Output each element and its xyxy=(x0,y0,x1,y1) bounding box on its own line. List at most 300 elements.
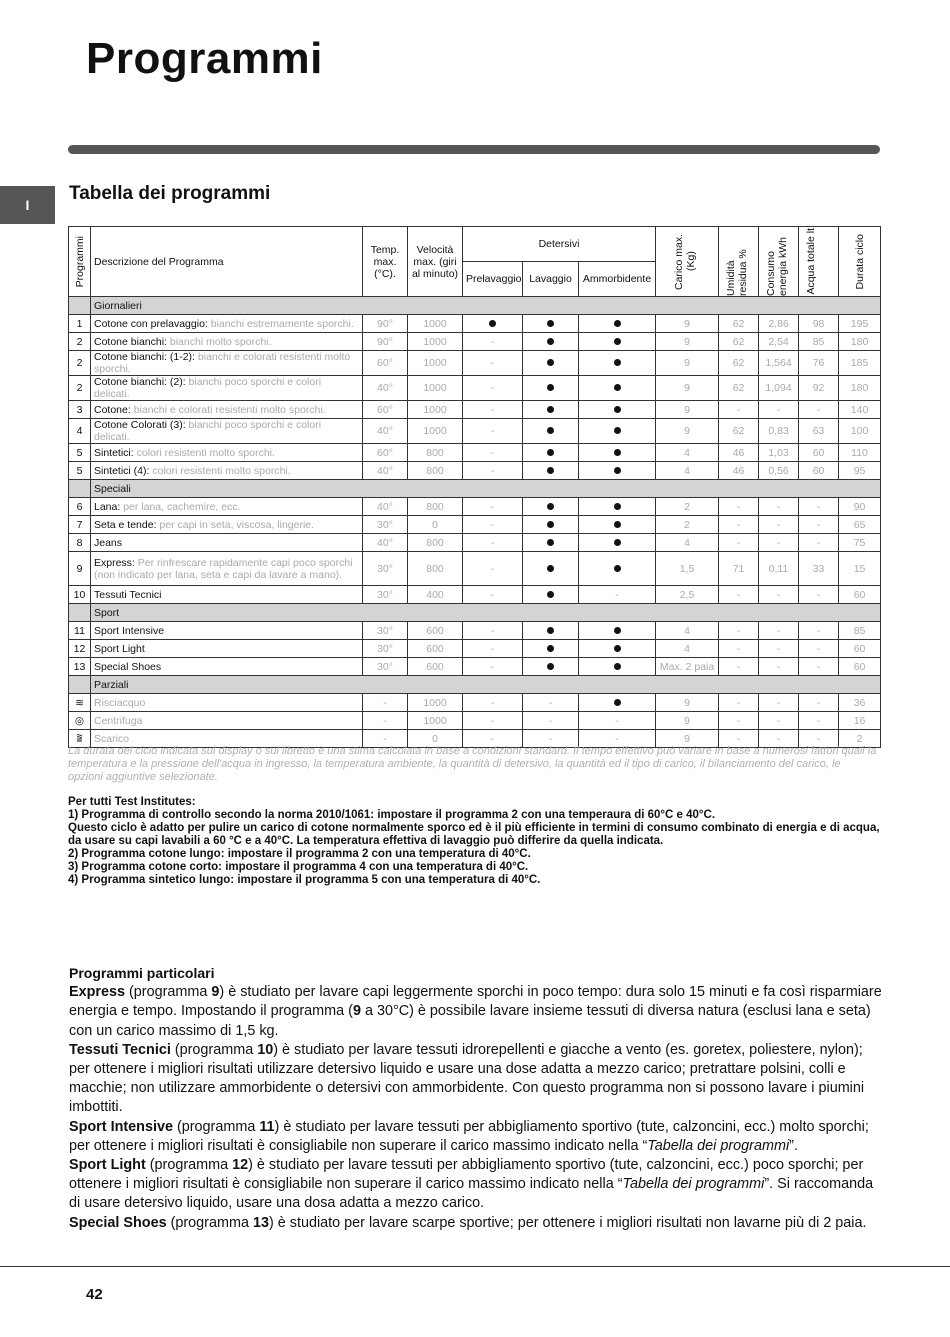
prewash-cell: - xyxy=(463,333,523,351)
wash-dot-icon xyxy=(547,645,554,652)
wash-dot-icon xyxy=(547,521,554,528)
residual-humidity: - xyxy=(719,516,759,534)
wash-cell xyxy=(523,315,579,333)
energy-consumption: 0,56 xyxy=(759,462,799,480)
spin-speed: 0 xyxy=(408,730,463,748)
max-load: 9 xyxy=(656,376,719,401)
max-load: 9 xyxy=(656,315,719,333)
total-water: 63 xyxy=(799,419,839,444)
text-segment: 13 xyxy=(252,1214,269,1231)
energy-consumption: 1,564 xyxy=(759,351,799,376)
language-tab: I xyxy=(0,186,55,224)
max-load: 2,5 xyxy=(656,586,719,604)
table-row xyxy=(69,552,881,586)
cycle-duration: 75 xyxy=(839,534,881,552)
max-load: 9 xyxy=(656,419,719,444)
residual-humidity: - xyxy=(719,534,759,552)
residual-humidity: 71 xyxy=(719,552,759,586)
cycle-duration: 140 xyxy=(839,401,881,419)
softener-cell xyxy=(579,376,656,401)
program-number: 2 xyxy=(69,333,91,351)
total-water: 33 xyxy=(799,552,839,586)
cycle-duration: 60 xyxy=(839,586,881,604)
program-number: 5 xyxy=(69,444,91,462)
spin-speed: 800 xyxy=(408,534,463,552)
energy-consumption: - xyxy=(759,516,799,534)
program-description xyxy=(91,444,363,462)
temp-max: 40° xyxy=(363,419,408,444)
table-row xyxy=(69,498,881,516)
program-number: 9 xyxy=(69,552,91,586)
wash-cell xyxy=(523,376,579,401)
text-segment: (programma xyxy=(125,984,212,1001)
text-segment: (programma xyxy=(172,1118,260,1135)
program-detail: bianchi e colorati resistenti molto sporchi. xyxy=(94,351,351,375)
cycle-duration: 60 xyxy=(839,658,881,676)
page-number: 42 xyxy=(86,1286,103,1303)
residual-humidity: 62 xyxy=(719,351,759,376)
spin-speed: 600 xyxy=(408,658,463,676)
temp-max: 30° xyxy=(363,640,408,658)
energy-consumption: 0,11 xyxy=(759,552,799,586)
program-name: Cotone Colorati (3): xyxy=(94,419,186,431)
program-detail: bianchi poco sporchi e colori delicati. xyxy=(94,376,322,400)
program-number: 11 xyxy=(69,622,91,640)
prewash-dot-icon xyxy=(489,320,496,327)
group-label: Giornalieri xyxy=(91,297,881,315)
residual-humidity: 62 xyxy=(719,315,759,333)
residual-humidity: - xyxy=(719,640,759,658)
program-name: Cotone: xyxy=(94,403,131,416)
wash-dot-icon xyxy=(547,406,554,413)
softener-cell xyxy=(579,622,656,640)
softener-cell xyxy=(579,351,656,376)
total-water: 60 xyxy=(799,444,839,462)
softener-dot-icon xyxy=(614,467,621,474)
residual-humidity: - xyxy=(719,694,759,712)
header-programmi: Programmi xyxy=(69,227,91,297)
total-water: - xyxy=(799,694,839,712)
cycle-duration: 185 xyxy=(839,351,881,376)
table-row xyxy=(69,462,881,480)
wash-cell xyxy=(523,622,579,640)
text-segment: ) è studiato per lavare tessuti per abbigliamento sportivo (tute, calzoncini, ecc.) poco sporchi; per ottenere i migliori risultati è consigliabile non superare il carico massimo indicato nella “ xyxy=(69,1157,864,1193)
total-water: 98 xyxy=(799,315,839,333)
temp-max: 30° xyxy=(363,516,408,534)
cycle-duration: 90 xyxy=(839,498,881,516)
program-description xyxy=(91,586,363,604)
program-number: 10 xyxy=(69,586,91,604)
prewash-cell: - xyxy=(463,419,523,444)
residual-humidity: - xyxy=(719,586,759,604)
energy-consumption: 1,03 xyxy=(759,444,799,462)
program-description xyxy=(91,622,363,640)
softener-dot-icon xyxy=(614,427,621,434)
header-descrizione: Descrizione del Programma xyxy=(91,227,363,297)
program-description xyxy=(91,333,363,351)
prewash-cell: - xyxy=(463,730,523,748)
special-program-paragraph xyxy=(69,1214,884,1233)
text-segment: ) è studiato per lavare tessuti idrorepellenti e giacche a vento (es. goretex, poliestere, nylon); per ottenere i migliori risultati utilizzare detersivo liquido e usare una dose adatta a mezzo carico; pretrattare polsini, colli e macchie; non utilizzare ammorbidente o detersivi con ammorbidente. Con questo programma non si possono lavare i piumini imbottiti. xyxy=(69,1041,865,1116)
program-number: 7 xyxy=(69,516,91,534)
wash-cell xyxy=(523,351,579,376)
program-name: Cotone bianchi: (2): xyxy=(94,376,186,388)
program-detail: bianchi poco sporchi e colori delicati. xyxy=(94,419,322,443)
wash-cell xyxy=(523,586,579,604)
softener-cell xyxy=(579,498,656,516)
header-lavaggio: Lavaggio xyxy=(523,262,579,297)
spin-speed: 800 xyxy=(408,444,463,462)
text-segment: ”. xyxy=(789,1137,798,1154)
table-row xyxy=(69,351,881,376)
max-load: 9 xyxy=(656,730,719,748)
temp-max: 30° xyxy=(363,552,408,586)
temp-max: - xyxy=(363,730,408,748)
program-detail: Centrifuga xyxy=(94,714,143,727)
residual-humidity: - xyxy=(719,622,759,640)
text-segment: 10 xyxy=(257,1041,274,1058)
title-divider xyxy=(68,145,880,154)
program-description xyxy=(91,419,363,444)
prewash-cell: - xyxy=(463,622,523,640)
residual-humidity: 62 xyxy=(719,333,759,351)
max-load: 4 xyxy=(656,462,719,480)
prewash-cell: - xyxy=(463,444,523,462)
cycle-duration: 60 xyxy=(839,640,881,658)
wash-dot-icon xyxy=(547,338,554,345)
total-water: 60 xyxy=(799,462,839,480)
wash-cell: - xyxy=(523,694,579,712)
wash-dot-icon xyxy=(547,320,554,327)
program-description xyxy=(91,640,363,658)
header-detersivi: Detersivi xyxy=(463,227,656,262)
total-water: - xyxy=(799,658,839,676)
softener-dot-icon xyxy=(614,565,621,572)
temp-max: 30° xyxy=(363,658,408,676)
total-water: - xyxy=(799,586,839,604)
program-number: 2 xyxy=(69,351,91,376)
total-water: 76 xyxy=(799,351,839,376)
temp-max: 30° xyxy=(363,622,408,640)
wash-cell xyxy=(523,444,579,462)
temp-max: 40° xyxy=(363,498,408,516)
wash-cell: - xyxy=(523,712,579,730)
prewash-cell: - xyxy=(463,401,523,419)
spin-speed: 1000 xyxy=(408,712,463,730)
program-description xyxy=(91,315,363,333)
program-detail: per capi in seta, viscosa, lingerie. xyxy=(156,518,315,531)
softener-dot-icon xyxy=(614,663,621,670)
spin-speed: 1000 xyxy=(408,351,463,376)
table-row xyxy=(69,376,881,401)
energy-consumption: - xyxy=(759,694,799,712)
wash-cell xyxy=(523,640,579,658)
softener-cell xyxy=(579,333,656,351)
programs-table-body xyxy=(69,297,881,748)
header-umidita: Umidità residua % xyxy=(719,227,759,297)
program-description xyxy=(91,658,363,676)
program-description xyxy=(91,552,363,586)
text-segment: Special Shoes xyxy=(69,1214,167,1231)
residual-humidity: - xyxy=(719,401,759,419)
energy-consumption: - xyxy=(759,586,799,604)
group-spacer xyxy=(69,676,91,694)
softener-cell: - xyxy=(579,586,656,604)
total-water: - xyxy=(799,730,839,748)
prewash-cell: - xyxy=(463,640,523,658)
softener-cell xyxy=(579,516,656,534)
wash-cell xyxy=(523,498,579,516)
energy-consumption: - xyxy=(759,712,799,730)
softener-dot-icon xyxy=(614,384,621,391)
group-label: Sport xyxy=(91,604,881,622)
softener-cell xyxy=(579,694,656,712)
temp-max: 30° xyxy=(363,586,408,604)
program-name: Express: xyxy=(94,556,135,569)
softener-dot-icon xyxy=(614,699,621,706)
header-carico: Carico max. (Kg) xyxy=(656,227,719,297)
program-number: 4 xyxy=(69,419,91,444)
header-acqua: Acqua totale lt xyxy=(799,227,839,297)
text-segment: 12 xyxy=(232,1157,249,1174)
total-water: - xyxy=(799,622,839,640)
program-description xyxy=(91,462,363,480)
softener-cell xyxy=(579,534,656,552)
prewash-cell: - xyxy=(463,712,523,730)
temp-max: - xyxy=(363,712,408,730)
softener-dot-icon xyxy=(614,645,621,652)
max-load: 9 xyxy=(656,712,719,730)
max-load: 9 xyxy=(656,351,719,376)
max-load: 9 xyxy=(656,401,719,419)
energy-consumption: - xyxy=(759,622,799,640)
program-name: Jeans xyxy=(94,536,123,549)
header-temp: Temp. max. (°C). xyxy=(363,227,408,297)
cycle-duration: 180 xyxy=(839,376,881,401)
spin-speed: 1000 xyxy=(408,376,463,401)
residual-humidity: - xyxy=(719,730,759,748)
wash-cell xyxy=(523,516,579,534)
program-number xyxy=(69,694,91,712)
residual-humidity: 46 xyxy=(719,444,759,462)
softener-dot-icon xyxy=(614,539,621,546)
cycle-duration: 180 xyxy=(839,333,881,351)
wash-cell: - xyxy=(523,730,579,748)
group-row xyxy=(69,604,881,622)
softener-cell xyxy=(579,315,656,333)
text-segment: Tabella dei programmi xyxy=(647,1137,790,1154)
spin-speed: 800 xyxy=(408,552,463,586)
energy-consumption: - xyxy=(759,401,799,419)
table-row xyxy=(69,315,881,333)
softener-cell xyxy=(579,640,656,658)
wash-cell xyxy=(523,552,579,586)
text-segment: ) è studiato per lavare capi leggermente sporchi in poco tempo: dura solo 15 minuti e fa così risparmiare energia e tempo. Impostando il programma ( xyxy=(69,984,882,1020)
wash-cell xyxy=(523,401,579,419)
program-detail: bianchi estremamente sporchi. xyxy=(207,317,354,330)
residual-humidity: - xyxy=(719,498,759,516)
max-load: 4 xyxy=(656,444,719,462)
text-segment: 11 xyxy=(259,1118,275,1135)
table-row xyxy=(69,516,881,534)
wash-dot-icon xyxy=(547,565,554,572)
energy-consumption: - xyxy=(759,498,799,516)
softener-cell xyxy=(579,444,656,462)
total-water: - xyxy=(799,712,839,730)
program-detail: colori resistenti molto sporchi. xyxy=(133,446,275,459)
text-segment: Sport Intensive xyxy=(69,1118,173,1135)
page-title: Programmi xyxy=(86,34,323,83)
softener-dot-icon xyxy=(614,406,621,413)
text-segment: (programma xyxy=(166,1214,253,1231)
institutes-line: 3) Programma cotone corto: impostare il programma 4 con una temperatura di 40°C. xyxy=(68,861,529,873)
drain-icon: ⩰ xyxy=(76,732,83,744)
spin-speed: 400 xyxy=(408,586,463,604)
max-load: 9 xyxy=(656,333,719,351)
temp-max: 60° xyxy=(363,401,408,419)
max-load: 9 xyxy=(656,694,719,712)
wash-dot-icon xyxy=(547,384,554,391)
softener-cell xyxy=(579,552,656,586)
total-water: - xyxy=(799,401,839,419)
cycle-duration: 110 xyxy=(839,444,881,462)
program-detail: Scarico xyxy=(94,732,130,745)
spin-speed: 1000 xyxy=(408,315,463,333)
institutes-line: Questo ciclo è adatto per pulire un carico di cotone normalmente sporco ed è il più efficiente in termini di consumo combinato di energia e di acqua, da usare su capi lavabili a 60 °C e a 40°C. La temperatura effettiva di lavaggio può differire da quella indicata. xyxy=(68,822,880,847)
spin-speed: 1000 xyxy=(408,419,463,444)
program-name: Sintetici (4): xyxy=(94,464,150,477)
energy-consumption: - xyxy=(759,730,799,748)
group-row xyxy=(69,480,881,498)
cycle-duration: 100 xyxy=(839,419,881,444)
text-segment: Tessuti Tecnici xyxy=(69,1041,171,1058)
table-row xyxy=(69,640,881,658)
softener-cell xyxy=(579,658,656,676)
max-load: 1,5 xyxy=(656,552,719,586)
program-description xyxy=(91,351,363,376)
program-name: Cotone bianchi: xyxy=(94,335,167,348)
temp-max: 40° xyxy=(363,376,408,401)
special-program-paragraph xyxy=(69,1156,884,1214)
prewash-cell xyxy=(463,315,523,333)
text-segment: 9 xyxy=(352,1003,361,1020)
programs-table xyxy=(68,226,881,748)
prewash-cell: - xyxy=(463,351,523,376)
residual-humidity: 62 xyxy=(719,376,759,401)
total-water: 92 xyxy=(799,376,839,401)
residual-humidity: 46 xyxy=(719,462,759,480)
header-durata: Durata ciclo xyxy=(839,227,881,297)
program-number: 6 xyxy=(69,498,91,516)
text-segment: ) è studiato per lavare tessuti per abbigliamento sportivo (tute, calzoncini, ecc.) molto sporchi; per ottenere i migliori risultati è consigliabile non superare il carico massimo indicato nella “ xyxy=(69,1118,869,1154)
institutes-line: 2) Programma cotone lungo: impostare il programma 2 con una temperatura di 40°C. xyxy=(68,848,531,860)
softener-cell: - xyxy=(579,730,656,748)
wash-dot-icon xyxy=(547,359,554,366)
energy-consumption: 2,54 xyxy=(759,333,799,351)
program-name: Lana: xyxy=(94,500,121,513)
softener-cell xyxy=(579,419,656,444)
text-segment: Tabella dei programmi xyxy=(622,1176,765,1193)
program-number xyxy=(69,712,91,730)
text-segment: Sport Light xyxy=(69,1157,146,1174)
wash-cell xyxy=(523,658,579,676)
group-spacer xyxy=(69,604,91,622)
group-row xyxy=(69,297,881,315)
energy-consumption: 1,094 xyxy=(759,376,799,401)
total-water: - xyxy=(799,640,839,658)
institutes-line: Per tutti Test Institutes: xyxy=(68,796,196,808)
softener-dot-icon xyxy=(614,449,621,456)
text-segment: a 30°C) è possibile lavare insieme tessuti di diversa natura (esclusi lana e seta) con un carico massimo di 1,5 kg. xyxy=(69,1003,871,1039)
program-description xyxy=(91,376,363,401)
softener-dot-icon xyxy=(614,338,621,345)
text-segment: Express xyxy=(69,984,126,1001)
text-segment: 9 xyxy=(211,984,220,1001)
program-number: 2 xyxy=(69,376,91,401)
table-row xyxy=(69,658,881,676)
special-programs-text xyxy=(69,983,884,1233)
wash-dot-icon xyxy=(547,663,554,670)
program-description xyxy=(91,534,363,552)
special-programs-section xyxy=(69,964,884,1233)
wash-dot-icon xyxy=(547,449,554,456)
text-segment: ) è studiato per lavare scarpe sportive; per ottenere i migliori risultati non lavarne più di 2 paia. xyxy=(268,1214,867,1231)
energy-consumption: 2,86 xyxy=(759,315,799,333)
temp-max: 60° xyxy=(363,444,408,462)
wash-dot-icon xyxy=(547,427,554,434)
header-consumo: Consumo energia kWh xyxy=(759,227,799,297)
text-segment: ”. Si raccomanda di usare detersivo liquido, usare una dosa adatta a mezzo carico. xyxy=(69,1176,874,1212)
residual-humidity: - xyxy=(719,712,759,730)
temp-max: 40° xyxy=(363,462,408,480)
special-programs-heading: Programmi particolari xyxy=(69,965,215,981)
program-description xyxy=(91,516,363,534)
program-description xyxy=(91,712,363,730)
program-name: Seta e tende: xyxy=(94,518,157,531)
temp-max: 90° xyxy=(363,315,408,333)
rinse-icon: ≋ xyxy=(75,696,84,709)
text-segment: (programma xyxy=(170,1041,258,1058)
table-row xyxy=(69,401,881,419)
energy-consumption: - xyxy=(759,640,799,658)
table-row xyxy=(69,333,881,351)
institutes-line: 1) Programma di controllo secondo la norma 2010/1061: impostare il programma 2 con una temperaura di 60°C e 40°C. xyxy=(68,809,716,821)
prewash-cell: - xyxy=(463,586,523,604)
temp-max: 60° xyxy=(363,351,408,376)
duration-note: La durata del ciclo indicata sul display o sul libretto è una stima calcolata in base a condizioni standard. Il tempo effettivo può variare in base a numerosi fattori quali la temperatura e la pressione dell'acqua in ingresso, la temperatura ambiente, la quantità di detersivo, la quantità ed il tipo di carico, il bilanciamento del carico, le opzioni aggiuntive selezionate. xyxy=(68,745,877,783)
spin-speed: 1000 xyxy=(408,333,463,351)
wash-dot-icon xyxy=(547,467,554,474)
wash-dot-icon xyxy=(547,627,554,634)
softener-dot-icon xyxy=(614,359,621,366)
max-load: Max. 2 paia xyxy=(656,658,719,676)
group-label: Parziali xyxy=(91,676,881,694)
wash-cell xyxy=(523,419,579,444)
spin-speed: 1000 xyxy=(408,694,463,712)
header-velocita: Velocità max. (giri al minuto) xyxy=(408,227,463,297)
spin-speed: 600 xyxy=(408,622,463,640)
program-detail: Per rinfrescare rapidamente capi poco sporchi (non indicato per lana, seta e capi da lavare a mano). xyxy=(94,556,353,581)
softener-cell xyxy=(579,401,656,419)
program-name: Sport Light xyxy=(94,642,145,655)
table-row xyxy=(69,712,881,730)
program-name: Cotone bianchi: (1-2): xyxy=(94,351,195,363)
test-institutes-notes xyxy=(68,796,883,887)
cycle-duration: 95 xyxy=(839,462,881,480)
table-row xyxy=(69,586,881,604)
total-water: - xyxy=(799,498,839,516)
wash-dot-icon xyxy=(547,591,554,598)
